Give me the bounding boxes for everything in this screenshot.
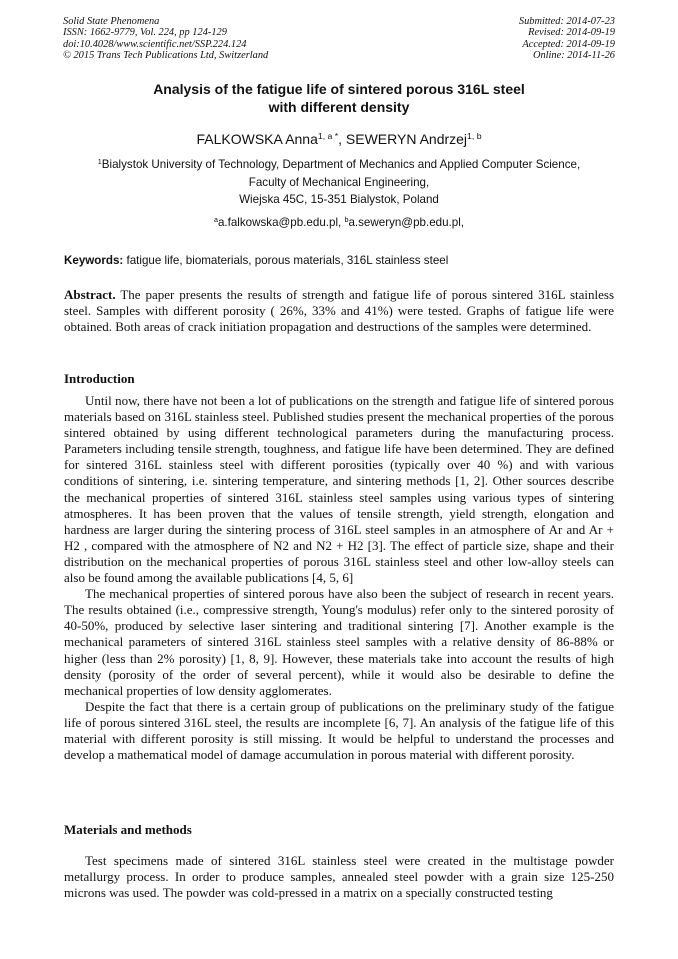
abstract-text: The paper presents the results of strength and fatigue life of porous sintered 316L stainless steel. Samples with different porosity ( 26%, 33% and 41%) were tested. Graphs of fatigue life were obtained. Both areas of crack initiation propagation and destructions of the samples were determined. bbox=[64, 287, 614, 335]
keywords-text: fatigue life, biomaterials, porous materials, 316L stainless steel bbox=[123, 254, 449, 267]
keywords bbox=[64, 254, 448, 268]
paper-title bbox=[64, 80, 614, 116]
paragraph: Until now, there have not been a lot of publications on the strength and fatigue life of sintered porous materials based on 316L stainless steel. Published studies present the mechanical properties of the porous sintered obtained by using different technological parameters during the manufacturing process. Parameters including tensile strength, toughness, and fatigue life have been determined. They are defined for sintered 316L stainless steel with different porosities (typically over 40 %) and with various conditions of sintering, i.e. sintering temperature, and sintering methods [1, 2]. Other sources describe the mechanical properties of sintered 316L stainless steel samples using various types of sintering atmospheres. It has been proven that the values of tensile strength, yield strength, elongation and hardness are larger during the sintering process of 316L steel samples in an atmosphere of Ar and Ar + H2 , compared with the atmosphere of N2 and N2 + H2 [3]. The effect of particle size, shape and their distribution on the mechanical properties of porous 316L stainless steel and other low-alloy steels can also be found among the available publications [4, 5, 6] bbox=[64, 393, 614, 586]
journal-issn: ISSN: 1662-9779, Vol. 224, pp 124-129 bbox=[63, 27, 227, 39]
affiliation bbox=[64, 156, 614, 209]
author-separator: , bbox=[338, 131, 346, 147]
paragraph: The mechanical properties of sintered porous have also been the subject of research in recent years. The results obtained (i.e., compressive strength, Young's modulus) refer only to the sintered porosity of 40-50%, produced by selective laser sintering and traditional sintering [7]. Another example is the mechanical parameters of sintered 316L stainless steel samples with a relative density of 86-88% or higher (less than 2% porosity) [1, 8, 9]. However, these materials take into account the results of high density (porosity of the order of several percent), while it would also be desirable to define the mechanical properties of low density agglomerates. bbox=[64, 586, 614, 698]
journal-info bbox=[63, 16, 268, 62]
author-list bbox=[64, 131, 614, 147]
affiliation-mark: 1 bbox=[97, 157, 102, 167]
email-link[interactable]: a.seweryn@pb.edu.pl, bbox=[348, 216, 465, 229]
date-accepted: Accepted: 2014-09-19 bbox=[522, 38, 615, 50]
date-online: Online: 2014-11-26 bbox=[532, 50, 615, 62]
abstract bbox=[64, 287, 614, 335]
materials-body bbox=[64, 853, 614, 901]
affiliation-line: $^1$Bialystok University of Technology, Department of Mechanics and Applied Computer Science, bbox=[97, 157, 581, 171]
section-heading-introduction: Introduction bbox=[64, 371, 135, 386]
journal-copyright: © 2015 Trans Tech Publications Ltd, Switzerland bbox=[63, 50, 269, 62]
submission-dates bbox=[519, 16, 615, 62]
journal-name: Solid State Phenomena bbox=[63, 16, 160, 27]
author-emails bbox=[64, 216, 614, 230]
abstract-label: Abstract. bbox=[64, 287, 116, 302]
paragraph: Despite the fact that there is a certain group of publications on the preliminary study of the fatigue life of porous sintered 316L steel, the results are incomplete [6, 7]. An analysis of the fatigue life of this material with different porosity is still missing. It would be helpful to understand the processes and develop a mathematical model of damage accumulation in porous material with different porosity. bbox=[64, 698, 614, 763]
paragraph: Test specimens made of sintered 316L stainless steel were created in the multistage powder metallurgy process. In order to produce samples, annealed steel powder with a grain size 125-250 microns was used. The powder was cold-pressed in a matrix on a specially constructed testing bbox=[64, 853, 614, 901]
date-revised: Revised: 2014-09-19 bbox=[528, 27, 615, 39]
author-name: SEWERYN Andrzej bbox=[345, 131, 468, 147]
email-mark: b bbox=[344, 215, 349, 225]
date-submitted: Submitted: 2014-07-23 bbox=[518, 16, 615, 27]
title-line: with different density bbox=[268, 99, 410, 115]
email-link[interactable]: a.falkowska@pb.edu.pl, bbox=[217, 216, 345, 229]
section-heading-materials: Materials and methods bbox=[64, 822, 192, 837]
email-mark: a bbox=[213, 215, 218, 225]
journal-doi: doi:10.4028/www.scientific.net/SSP.224.124 bbox=[63, 38, 247, 50]
affiliation-line: Wiejska 45C, 15-351 Bialystok, Poland bbox=[239, 193, 439, 206]
title-line: Analysis of the fatigue life of sintered porous 316L steel bbox=[153, 81, 525, 97]
author-affiliation-mark: 1, a * bbox=[317, 131, 339, 142]
author-affiliation-mark: 1, b bbox=[467, 131, 482, 142]
keywords-label: Keywords: bbox=[64, 254, 124, 267]
author-name: FALKOWSKA Anna bbox=[196, 131, 318, 147]
affiliation-line: Faculty of Mechanical Engineering, bbox=[248, 175, 430, 189]
introduction-body bbox=[64, 393, 614, 763]
